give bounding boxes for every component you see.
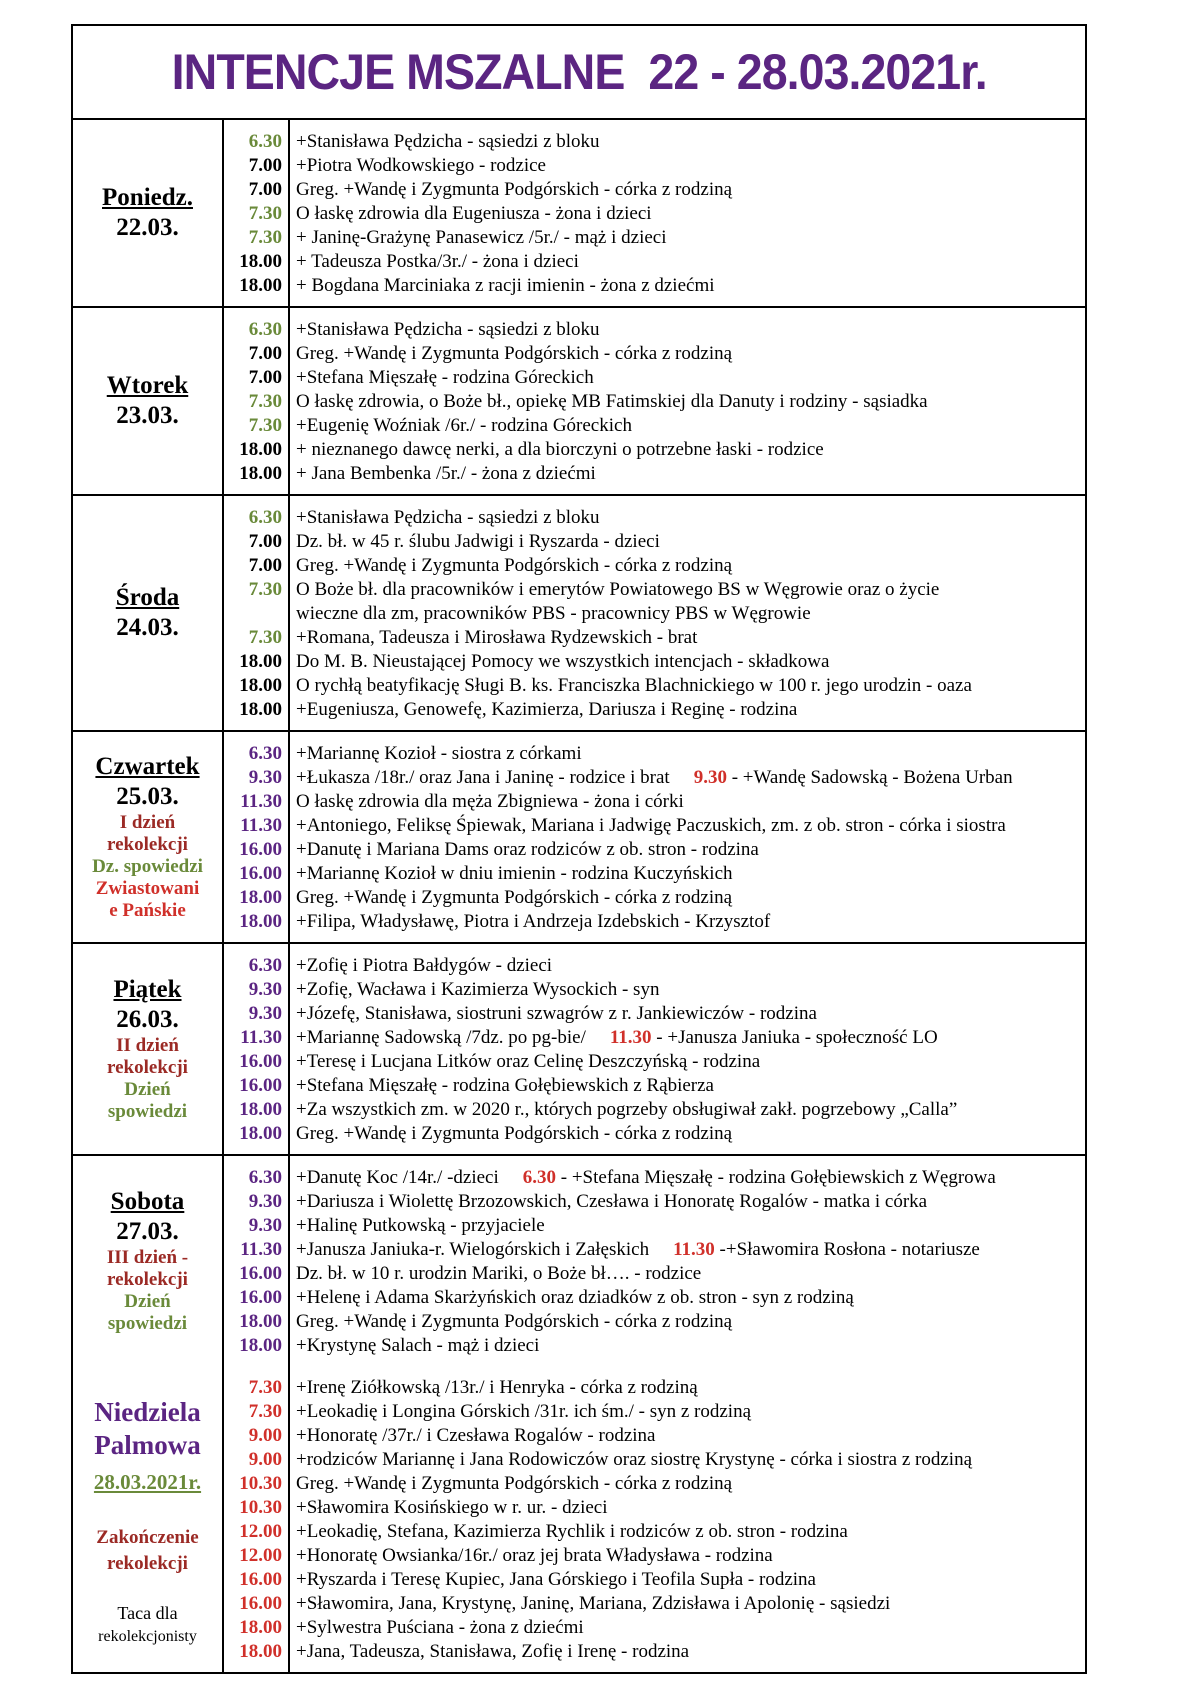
mass-time: 18.00 (239, 1099, 282, 1120)
intention-text: +Piotra Wodkowskiego - rodzice (296, 155, 546, 176)
extra-mass-time: 11.30 (673, 1239, 715, 1260)
day-date: 27.03. (116, 1218, 179, 1245)
intention-text: O łaskę zdrowia dla Eugeniusza - żona i dzieci (296, 203, 652, 224)
extra-mass-time: 11.30 (609, 1027, 652, 1048)
intention-line (296, 886, 1085, 910)
intention-line (296, 578, 1085, 602)
intention-line (296, 838, 1085, 862)
time-column (224, 308, 290, 494)
intention-line (296, 1166, 1085, 1190)
intention-text: +Janusza Janiuka-r. Wielogórskich i Załęskich (296, 1239, 650, 1260)
intention-text: +Irenę Ziółkowską /13r./ i Henryka - córka z rodziną (296, 1377, 698, 1398)
day-name: Piątek (113, 976, 182, 1003)
intention-line (296, 1050, 1085, 1074)
mass-time: 16.00 (239, 1287, 282, 1308)
intention-text: +Leokadię, Stefana, Kazimierza Rychlik i rodziców z ob. stron - rodzina (296, 1521, 848, 1542)
intention-text: +Dariusza i Wiolettę Brzozowskich, Czesława i Honoratę Rogalów - matka i córka (296, 1191, 928, 1212)
intention-line (296, 1190, 1085, 1214)
intention-column (290, 1366, 1085, 1672)
time-column (224, 944, 290, 1154)
mass-time: 7.30 (248, 1401, 282, 1422)
intention-text: +Stanisława Pędzicha - sąsiedzi z bloku (296, 507, 600, 528)
mass-time: 10.30 (239, 1473, 282, 1494)
day-name: Czwartek (95, 753, 200, 780)
intention-line (296, 250, 1085, 274)
intention-line (296, 342, 1085, 366)
mass-time: 7.00 (248, 179, 282, 200)
mass-time: 11.30 (240, 1239, 282, 1260)
intention-text: Greg. +Wandę i Zygmunta Podgórskich - córka z rodziną (296, 1311, 733, 1332)
intention-text: +Zofię i Piotra Bałdygów - dzieci (296, 955, 553, 976)
time-column (224, 120, 290, 306)
intention-line (296, 650, 1085, 674)
day-row (73, 944, 1085, 1156)
mass-time: 9.00 (248, 1425, 282, 1446)
intention-text: +Halinę Putkowską - przyjaciele (296, 1215, 545, 1236)
extra-intention-text: - +Janusza Janiuka - społeczność LO (651, 1027, 938, 1048)
mass-time: 18.00 (239, 1617, 282, 1638)
intention-text: +Sławomira, Jana, Krystynę, Janinę, Mariana, Zdzisława i Apolonię - sąsiedzi (296, 1593, 891, 1614)
mass-time: 18.00 (239, 1335, 282, 1356)
extra-intention-text: - +Wandę Sadowską - Bożena Urban (726, 767, 1013, 788)
intention-text: +Eugeniusza, Genowefę, Kazimierza, Dariusza i Reginę - rodzina (296, 699, 798, 720)
mass-time: 16.00 (239, 863, 282, 884)
intention-column (290, 120, 1085, 306)
day-row (73, 732, 1085, 944)
mass-time: 18.00 (239, 439, 282, 460)
intention-line (296, 178, 1085, 202)
day-row (73, 1156, 1085, 1366)
mass-time: 9.30 (248, 1003, 282, 1024)
intention-text: +Sylwestra Puściana - żona z dziećmi (296, 1617, 584, 1638)
day-note: spowiedzi (107, 1313, 188, 1334)
intention-text: +Helenę i Adama Skarżyńskich oraz dziadków z ob. stron - syn z rodziną (296, 1287, 854, 1308)
extra-intention-text: -+Sławomira Rosłona - notariusze (714, 1239, 980, 1260)
intention-text: Greg. +Wandę i Zygmunta Podgórskich - córka z rodziną (296, 555, 733, 576)
intention-line (296, 698, 1085, 722)
intention-line (296, 1214, 1085, 1238)
intention-text: +Filipa, Władysławę, Piotra i Andrzeja Izdebskich - Krzysztof (296, 911, 771, 932)
mass-time: 16.00 (239, 839, 282, 860)
intention-text: +Mariannę Kozioł w dniu imienin - rodzina Kuczyńskich (296, 863, 733, 884)
intention-text: +Antoniego, Feliksę Śpiewak, Mariana i Jadwigę Paczuskich, zm. z ob. stron - córka i siostra (296, 815, 1006, 836)
mass-time: 18.00 (239, 1641, 282, 1662)
intention-text: +Stefana Mięszałę - rodzina Góreckich (296, 367, 594, 388)
intention-text: +Ryszarda i Teresę Kupiec, Jana Górskiego i Teofila Supła - rodzina (296, 1569, 816, 1590)
day-date: 26.03. (116, 1006, 179, 1033)
day-date: 22.03. (116, 214, 179, 241)
extra-mass-time: 9.30 (693, 767, 727, 788)
mass-time: 9.00 (248, 1449, 282, 1470)
mass-time: 9.30 (248, 767, 282, 788)
mass-time: 7.30 (248, 227, 282, 248)
time-column (224, 732, 290, 942)
day-note: rekolekcji (107, 834, 188, 855)
mass-time: 11.30 (240, 815, 282, 836)
mass-time: 6.30 (248, 319, 282, 340)
time-column (224, 1156, 290, 1366)
intention-line (296, 130, 1085, 154)
day-row-sunday (73, 1366, 1085, 1672)
intention-line (296, 202, 1085, 226)
intention-line (296, 274, 1085, 298)
intention-text: +Mariannę Sadowską /7dz. po pg-bie/ (296, 1027, 586, 1048)
mass-time: 18.00 (239, 887, 282, 908)
intention-line (296, 1238, 1085, 1262)
mass-time: 7.30 (248, 415, 282, 436)
day-note: e Pańskie (109, 900, 186, 921)
day-label (73, 496, 224, 730)
mass-time: 18.00 (239, 275, 282, 296)
day-name: Poniedz. (102, 184, 193, 211)
intention-line (296, 1074, 1085, 1098)
mass-time: 7.00 (248, 155, 282, 176)
day-label (73, 1156, 224, 1366)
intention-column (290, 1156, 1085, 1366)
intention-line (296, 1026, 1085, 1050)
intention-text: O rychłą beatyfikację Sługi B. ks. Franciszka Blachnickiego w 100 r. jego urodzin - oaza (296, 675, 972, 696)
title-bar (73, 26, 1085, 120)
intention-line (296, 1122, 1085, 1146)
day-row (73, 120, 1085, 308)
sunday-taca (98, 1601, 197, 1649)
intention-line (296, 1098, 1085, 1122)
intention-text: Do M. B. Nieustającej Pomocy we wszystkich intencjach - składkowa (296, 651, 830, 672)
intention-text: Greg. +Wandę i Zygmunta Podgórskich - córka z rodziną (296, 887, 733, 908)
intention-text: +Krystynę Salach - mąż i dzieci (296, 1335, 540, 1356)
mass-time: 10.30 (239, 1497, 282, 1518)
day-date: 24.03. (116, 614, 179, 641)
sunday-taca-line2: rekolekcjonisty (98, 1627, 197, 1645)
mass-time: 11.30 (240, 1027, 282, 1048)
intention-line (296, 978, 1085, 1002)
mass-time: 18.00 (239, 675, 282, 696)
day-name: Wtorek (106, 372, 189, 399)
mass-time (224, 602, 282, 626)
day-note: Dzień (124, 1079, 171, 1100)
sunday-date: 28.03.2021r. (93, 1469, 202, 1494)
intention-line (296, 1262, 1085, 1286)
intention-text: O Boże bł. dla pracowników i emerytów Powiatowego BS w Węgrowie oraz o życie (296, 579, 940, 600)
mass-time: 16.00 (239, 1569, 282, 1590)
intention-line (296, 674, 1085, 698)
mass-time: 12.00 (239, 1521, 282, 1542)
sunday-note-line1: Zakończenie (96, 1526, 199, 1548)
day-name: Środa (115, 584, 180, 611)
day-note: I dzień (119, 812, 176, 833)
day-label (73, 732, 224, 942)
intention-line (296, 414, 1085, 438)
intention-text: Greg. +Wandę i Zygmunta Podgórskich - córka z rodziną (296, 179, 733, 200)
mass-time: 16.00 (239, 1593, 282, 1614)
intention-line (296, 506, 1085, 530)
mass-time: 18.00 (239, 1123, 282, 1144)
intention-text: +Mariannę Kozioł - siostra z córkami (296, 743, 582, 764)
intention-text: +Honoratę /37r./ i Czesława Rogalów - rodzina (296, 1425, 656, 1446)
intention-text: + Jana Bembenka /5r./ - żona z dziećmi (296, 463, 596, 484)
mass-time: 7.30 (248, 391, 282, 412)
intention-text: +rodziców Mariannę i Jana Rodowiczów oraz siostrę Krystynę - córka i siostra z rodziną (296, 1449, 973, 1470)
mass-time: 7.00 (248, 367, 282, 388)
intention-text: + Janinę-Grażynę Panasewicz /5r./ - mąż i dzieci (296, 227, 667, 248)
days-table (73, 120, 1085, 1366)
mass-time: 16.00 (239, 1263, 282, 1284)
day-date: 25.03. (116, 783, 179, 810)
intention-text: +Łukasza /18r./ oraz Jana i Janinę - rodzice i brat (296, 767, 670, 788)
sunday-note-line2: rekolekcji (107, 1552, 188, 1574)
mass-time: 7.00 (248, 555, 282, 576)
day-note: Zwiastowani (95, 878, 200, 899)
intention-column (290, 308, 1085, 494)
intention-text: wieczne dla zm, pracowników PBS - pracownicy PBS w Węgrowie (296, 603, 811, 624)
day-note: rekolekcji (107, 1269, 188, 1290)
mass-time: 6.30 (248, 507, 282, 528)
day-note: Dzień (124, 1291, 171, 1312)
intention-line (296, 554, 1085, 578)
sunday-taca-line1: Taca dla (117, 1602, 178, 1623)
intention-text: Dz. bł. w 10 r. urodzin Mariki, o Boże bł…. - rodzice (296, 1263, 702, 1284)
mass-time: 7.30 (248, 1377, 282, 1398)
intention-text: + nieznanego dawcę nerki, a dla biorczyni o potrzebne łaski - rodzice (296, 439, 824, 460)
intention-text: +Eugenię Woźniak /6r./ - rodzina Góreckich (296, 415, 632, 436)
mass-time: 18.00 (239, 911, 282, 932)
intention-line (296, 626, 1085, 650)
mass-time: 9.30 (248, 1191, 282, 1212)
intention-column (290, 496, 1085, 730)
sunday-name-line2: Palmowa (94, 1429, 201, 1460)
time-column (224, 496, 290, 730)
mass-time: 7.30 (248, 627, 282, 648)
time-column (224, 1366, 290, 1672)
sunday-note (96, 1525, 198, 1577)
mass-time: 7.30 (248, 579, 282, 600)
mass-time: 9.30 (248, 979, 282, 1000)
intention-line (296, 766, 1085, 790)
intention-line (296, 790, 1085, 814)
extra-mass-time: 6.30 (522, 1167, 557, 1188)
intention-text: +Honoratę Owsianka/16r./ oraz jej brata Władysława - rodzina (296, 1545, 773, 1566)
day-note: II dzień (116, 1035, 179, 1056)
day-note: spowiedzi (107, 1101, 188, 1122)
intention-line (296, 438, 1085, 462)
intention-text: Greg. +Wandę i Zygmunta Podgórskich - córka z rodziną (296, 343, 733, 364)
intention-line (296, 390, 1085, 414)
day-label (73, 308, 224, 494)
intention-text: +Danutę i Mariana Dams oraz rodziców z ob. stron - rodzina (296, 839, 759, 860)
mass-time: 11.30 (240, 791, 282, 812)
intention-line (296, 910, 1085, 934)
day-name: Sobota (110, 1188, 185, 1215)
intention-line (296, 318, 1085, 342)
intention-text: +Teresę i Lucjana Litków oraz Celinę Deszczyńską - rodzina (296, 1051, 761, 1072)
mass-time: 18.00 (239, 251, 282, 272)
mass-time: 7.30 (248, 203, 282, 224)
mass-time: 6.30 (248, 131, 282, 152)
intention-column (290, 732, 1085, 942)
mass-time: 7.00 (248, 343, 282, 364)
day-row (73, 496, 1085, 732)
mass-time: 18.00 (239, 699, 282, 720)
mass-time: 6.30 (248, 743, 282, 764)
extra-intention-text: - +Stefana Mięszałę - rodzina Gołębiewskich z Węgrowa (556, 1167, 996, 1188)
intention-text: +Leokadię i Longina Górskich /31r. ich śm./ - syn z rodziną (296, 1401, 751, 1422)
intention-line (296, 366, 1085, 390)
intention-line (296, 154, 1085, 178)
intention-line (296, 954, 1085, 978)
mass-time: 16.00 (239, 1051, 282, 1072)
intention-line (296, 530, 1085, 554)
intention-line (296, 1310, 1085, 1334)
day-label (73, 944, 224, 1154)
day-label (73, 120, 224, 306)
sunday-name-line1: Niedziela (94, 1396, 201, 1427)
intention-text: Greg. +Wandę i Zygmunta Podgórskich - córka z rodziną (296, 1123, 733, 1144)
intention-text: + Bogdana Marciniaka z racji imienin - żona z dziećmi (296, 275, 715, 296)
intention-text: +Stefana Mięszałę - rodzina Gołębiewskich z Rąbierza (296, 1075, 714, 1096)
mass-time: 18.00 (239, 463, 282, 484)
day-note: III dzień - (106, 1247, 189, 1268)
day-label-sunday (73, 1366, 224, 1672)
intention-text: + Tadeusza Postka/3r./ - żona i dzieci (296, 251, 579, 272)
page-title: INTENCJE MSZALNE 22 - 28.03.2021r. (171, 44, 987, 100)
mass-time: 6.30 (248, 1167, 282, 1188)
day-note: Dz. spowiedzi (92, 856, 203, 877)
intention-line (296, 814, 1085, 838)
mass-time: 12.00 (239, 1545, 282, 1566)
intention-line (296, 1286, 1085, 1310)
intention-line (296, 1334, 1085, 1358)
mass-time: 7.00 (248, 531, 282, 552)
intention-text: Greg. +Wandę i Zygmunta Podgórskich - córka z rodziną (296, 1473, 733, 1494)
intentions-sheet (71, 24, 1087, 1674)
intention-text: O łaskę zdrowia dla męża Zbigniewa - żona i córki (296, 791, 684, 812)
day-row (73, 308, 1085, 496)
intention-text: +Za wszystkich zm. w 2020 r., których pogrzeby obsługiwał zakł. pogrzebowy „Calla” (296, 1099, 958, 1120)
intention-text: +Jana, Tadeusza, Stanisława, Zofię i Irenę - rodzina (296, 1641, 690, 1662)
mass-time: 18.00 (239, 651, 282, 672)
intention-text: +Stanisława Pędzicha - sąsiedzi z bloku (296, 319, 600, 340)
intention-text: +Danutę Koc /14r./ -dzieci (296, 1167, 499, 1188)
intention-line (296, 462, 1085, 486)
mass-time: 6.30 (248, 955, 282, 976)
mass-time: 16.00 (239, 1075, 282, 1096)
intention-text: +Zofię, Wacława i Kazimierza Wysockich - syn (296, 979, 660, 1000)
intention-text: +Józefę, Stanisława, siostruni szwagrów z r. Jankiewiczów - rodzina (296, 1003, 817, 1024)
intention-column (290, 944, 1085, 1154)
intention-line (296, 1002, 1085, 1026)
intention-line (296, 226, 1085, 250)
intention-text: O łaskę zdrowia, o Boże bł., opiekę MB Fatimskiej dla Danuty i rodziny - sąsiadka (296, 391, 928, 412)
intention-line (296, 742, 1085, 766)
day-note: rekolekcji (107, 1057, 188, 1078)
intention-text: +Stanisława Pędzicha - sąsiedzi z bloku (296, 131, 600, 152)
intention-text: +Romana, Tadeusza i Mirosława Rydzewskich - brat (296, 627, 698, 648)
intention-text: Dz. bł. w 45 r. ślubu Jadwigi i Ryszarda - dzieci (296, 531, 660, 552)
intention-line (296, 602, 1085, 626)
intention-text: +Sławomira Kosińskiego w r. ur. - dzieci (296, 1497, 608, 1518)
mass-time: 18.00 (239, 1311, 282, 1332)
day-date: 23.03. (116, 402, 179, 429)
intention-line (296, 862, 1085, 886)
mass-time: 9.30 (248, 1215, 282, 1236)
